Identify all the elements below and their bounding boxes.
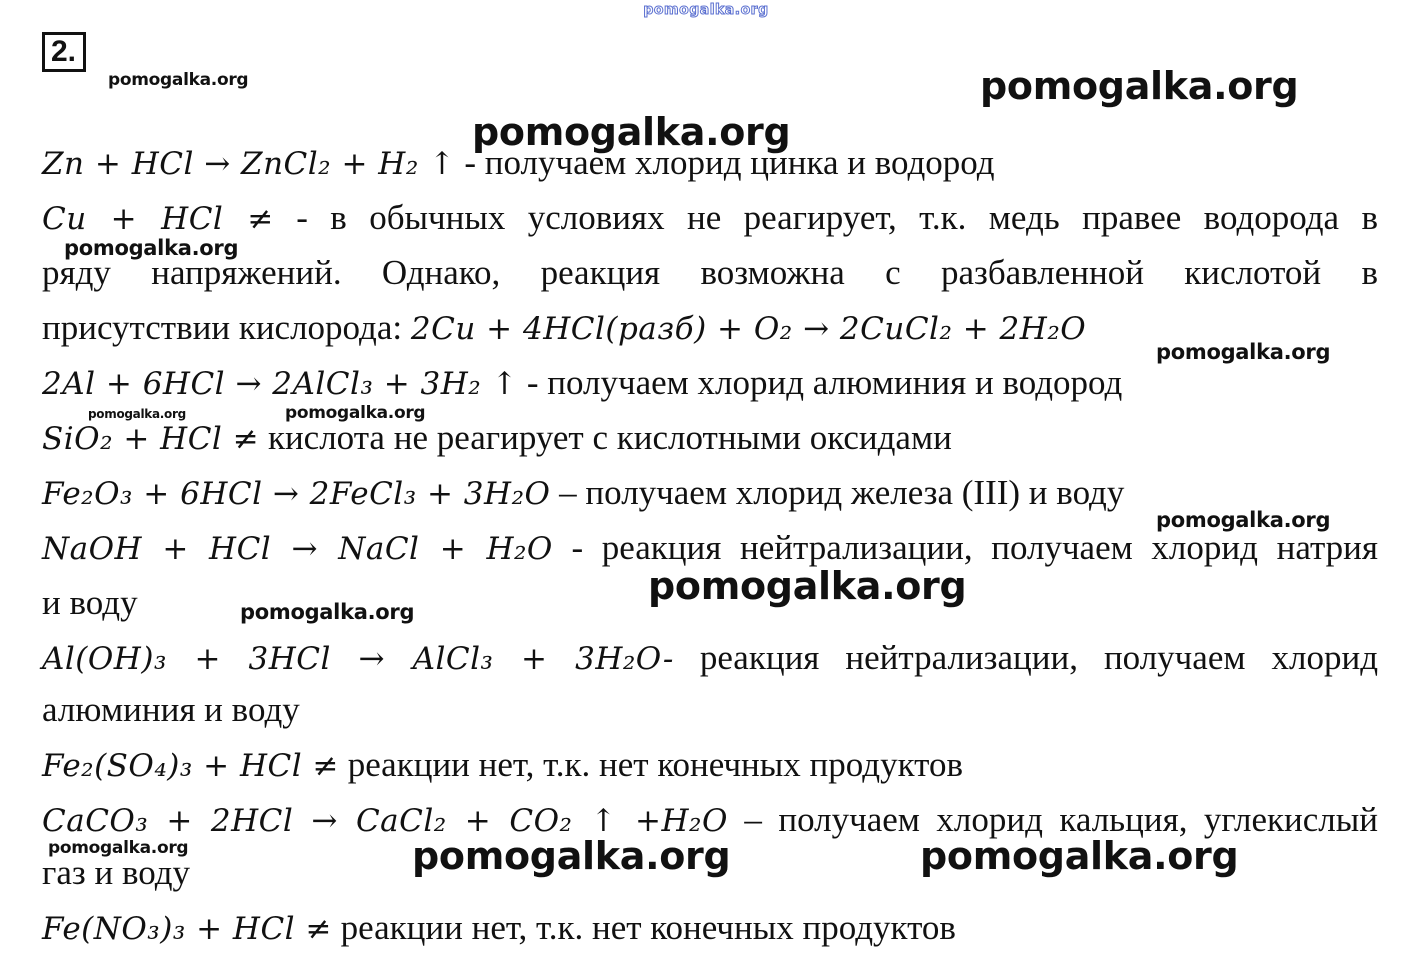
formula: Fe(NO₃)₃ + HCl ≠ [42,911,332,947]
text-line [42,253,1378,293]
formula: 2Cu + 4HCl(разб) + O₂ → 2CuCl₂ + 2H₂O [410,311,1087,347]
description: алюминия и воду [42,690,300,729]
watermark: pomogalka.org [108,70,249,90]
formula: Fe₂(SO₄)₃ + HCl ≠ [42,748,339,784]
description: реакции нет, т.к. нет конечных продуктов [340,908,956,947]
task-number: 2. [42,32,86,72]
watermark: pomogalka.org [980,64,1299,108]
description: присутствии кислорода: [42,308,403,347]
description: и воду [42,583,138,622]
reaction-line [42,638,1378,679]
formula: Fe₂O₃ + 6HCl → 2FeCl₃ + 3H₂O [42,476,551,512]
reaction-line [42,418,1378,459]
reaction-line [42,473,1378,514]
reaction-line [42,800,1378,841]
description: - получаем хлорид алюминия и водород [526,363,1123,402]
description: – получаем хлорид железа (III) и воду [559,473,1125,512]
watermark: pomogalka.org [240,600,415,624]
reaction-line [42,143,1378,184]
watermark: pomogalka.org [88,407,186,421]
description: – получаем хлорид кальция, углекислый [744,800,1378,839]
watermark: pomogalka.org [648,564,967,608]
formula: Zn + HCl → ZnCl₂ + H₂ ↑ [42,146,456,182]
description: реакции нет, т.к. нет конечных продуктов [347,745,963,784]
text-line [42,853,1378,893]
formula: CaCO₃ + 2HCl → CaCl₂ + CO₂ ↑ +H₂O [42,803,728,839]
reaction-line [42,308,1378,349]
text-line [42,690,1378,730]
reaction-line [42,198,1378,239]
formula: NaOH + HCl → NaCl + H₂O [42,531,553,567]
site-header-link[interactable]: pomogalka.org [643,2,769,18]
watermark: pomogalka.org [920,834,1239,878]
watermark: pomogalka.org [472,110,791,154]
watermark: pomogalka.org [285,403,426,423]
formula: Cu + HCl ≠ [42,201,274,237]
description: реакция нейтрализации, получаем хлорид [699,638,1378,677]
description: газ и воду [42,853,191,892]
description: - получаем хлорид цинка и водород [464,143,995,182]
reaction-line [42,745,1378,786]
watermark: pomogalka.org [412,834,731,878]
watermark: pomogalka.org [48,838,189,858]
reaction-line [42,908,1378,949]
formula: Al(OH)₃ + 3HCl → AlCl₃ + 3H₂O- [42,641,674,677]
watermark: pomogalka.org [64,236,239,260]
description: ряду напряжений. Однако, реакция возможна с разбавленной кислотой в [42,253,1378,292]
description: кислота не реагирует с кислотными оксидами [267,418,952,457]
description: - в обычных условиях не реагирует, т.к. медь правее водорода в [296,198,1379,237]
text-line [42,583,1378,623]
reaction-line [42,363,1378,404]
formula: SiO₂ + HCl ≠ [42,421,260,457]
formula: 2Al + 6HCl → 2AlCl₃ + 3H₂ ↑ [42,366,519,402]
watermark: pomogalka.org [1156,340,1331,364]
watermark: pomogalka.org [1156,508,1331,532]
description: - реакция нейтрализации, получаем хлорид натрия [571,528,1379,567]
reaction-line [42,528,1378,569]
